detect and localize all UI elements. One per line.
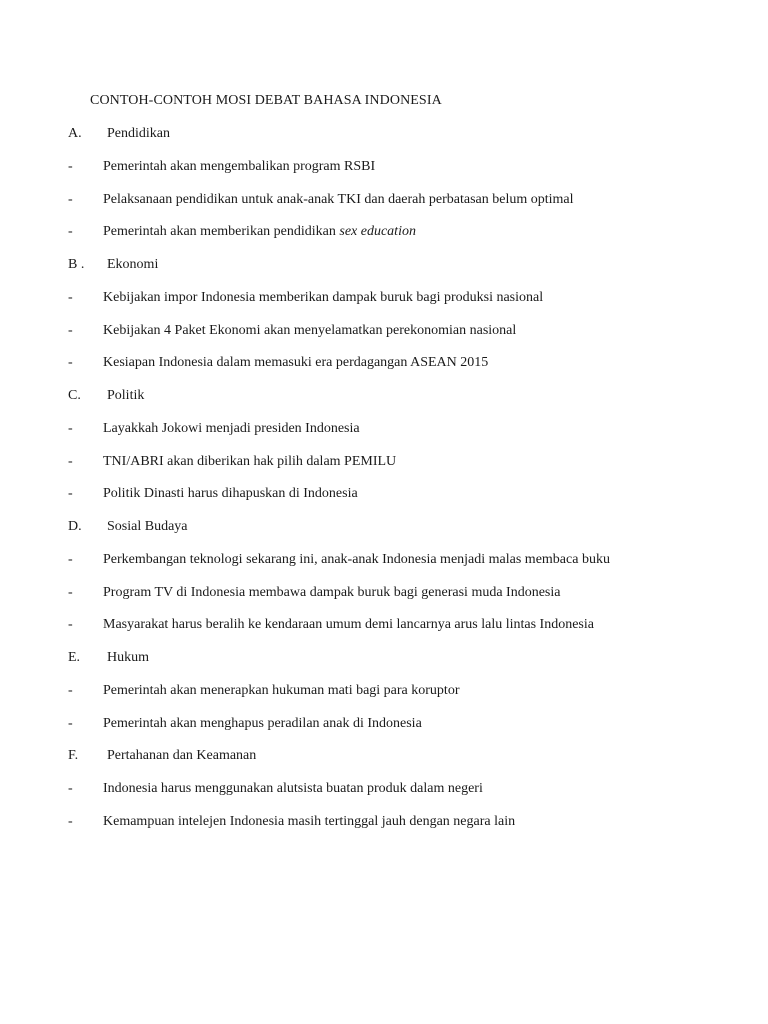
motion-text-main: Kesiapan Indonesia dalam memasuki era perdagangan ASEAN 2015 [103, 355, 489, 371]
motion-text [103, 813, 515, 831]
motion-text [103, 420, 360, 438]
motion-item [0, 780, 768, 813]
motion-text [103, 616, 594, 634]
motion-text-main: Indonesia harus menggunakan alutsista buatan produk dalam negeri [103, 781, 483, 796]
motion-item [0, 485, 768, 518]
motion-text [103, 485, 358, 503]
bullet-dash: - [68, 486, 73, 502]
section-letter: B . [68, 257, 85, 272]
bullet-dash: - [68, 158, 73, 174]
motion-text [103, 780, 483, 798]
motion-item [0, 453, 768, 486]
motion-text [103, 551, 610, 569]
motion-text [103, 289, 543, 307]
section-letter: A. [68, 126, 82, 141]
bullet-dash: - [68, 420, 73, 436]
motion-item [0, 715, 768, 748]
bullet-dash: - [68, 813, 73, 829]
section-title: Pertahanan dan Keamanan [107, 748, 257, 764]
section-heading [0, 747, 768, 780]
motion-text [103, 682, 460, 700]
section-letter: E. [68, 650, 81, 665]
motion-text [103, 354, 488, 372]
section-letter: D. [68, 519, 82, 534]
motion-text [103, 191, 574, 209]
bullet-dash: - [68, 224, 73, 240]
section-heading [0, 125, 768, 158]
section-heading [0, 387, 768, 420]
section-title: Hukum [107, 650, 149, 665]
motion-text-main: Masyarakat harus beralih ke kendaraan umum demi lancarnya arus lalu lintas Indonesia [103, 617, 594, 633]
section-heading [0, 518, 768, 551]
motion-item [0, 158, 768, 191]
bullet-dash: - [68, 289, 73, 305]
motion-text-main: Pelaksanaan pendidikan untuk anak-anak TKI dan daerah perbatasan belum optimal [103, 191, 574, 207]
section-letter: F. [68, 748, 79, 764]
motion-item [0, 584, 768, 617]
motion-text-main: Pemerintah akan mengembalikan program RSBI [103, 158, 376, 174]
motion-text [103, 715, 422, 733]
motion-text-main: Perkembangan teknologi sekarang ini, anak-anak Indonesia menjadi malas membaca buku [103, 551, 610, 567]
motion-text-italic: sex education [339, 224, 416, 240]
motion-text [103, 158, 375, 176]
bullet-dash: - [68, 584, 73, 600]
motion-item [0, 682, 768, 715]
motion-item [0, 289, 768, 322]
motion-text-main: Kebijakan impor Indonesia memberikan dampak buruk bagi produksi nasional [103, 289, 544, 305]
motion-text-main: Layakkah Jokowi menjadi presiden Indonesia [103, 420, 360, 436]
motion-text-main: Pemerintah akan menerapkan hukuman mati bagi para koruptor [103, 682, 460, 698]
motion-item [0, 616, 768, 649]
motion-item [0, 223, 768, 256]
bullet-dash: - [68, 551, 73, 567]
section-title: Ekonomi [107, 257, 159, 272]
motion-item [0, 322, 768, 355]
motion-text-main: Politik Dinasti harus dihapuskan di Indonesia [103, 486, 358, 502]
motion-text-main: TNI/ABRI akan diberikan hak pilih dalam PEMILU [103, 453, 397, 469]
motion-item [0, 551, 768, 584]
section-heading [0, 256, 768, 289]
bullet-dash: - [68, 355, 73, 371]
bullet-dash: - [68, 191, 73, 207]
page-title: CONTOH-CONTOH MOSI DEBAT BAHASA INDONESIA [90, 93, 442, 108]
bullet-dash: - [68, 453, 73, 469]
motion-item [0, 191, 768, 224]
motion-text [103, 322, 516, 340]
motion-list [0, 125, 768, 846]
section-heading [0, 649, 768, 682]
section-letter: C. [68, 388, 81, 403]
bullet-dash: - [68, 715, 73, 731]
motion-text [103, 453, 396, 471]
bullet-dash: - [68, 682, 73, 698]
motion-text-main: Kebijakan 4 Paket Ekonomi akan menyelamatkan perekonomian nasional [103, 322, 517, 338]
motion-text [103, 584, 560, 602]
motion-text-main: Pemerintah akan memberikan pendidikan [103, 224, 340, 240]
motion-item [0, 813, 768, 846]
bullet-dash: - [68, 617, 73, 633]
bullet-dash: - [68, 781, 73, 796]
bullet-dash: - [68, 322, 73, 338]
motion-text-main: Program TV di Indonesia membawa dampak buruk bagi generasi muda Indonesia [103, 584, 561, 600]
section-title: Pendidikan [107, 126, 170, 141]
motion-text-main: Kemampuan intelejen Indonesia masih tertinggal jauh dengan negara lain [103, 813, 516, 829]
section-title: Politik [107, 388, 145, 403]
motion-text-main: Pemerintah akan menghapus peradilan anak di Indonesia [103, 715, 422, 731]
motion-text [103, 223, 416, 241]
motion-item [0, 420, 768, 453]
motion-item [0, 354, 768, 387]
section-title: Sosial Budaya [107, 519, 188, 534]
